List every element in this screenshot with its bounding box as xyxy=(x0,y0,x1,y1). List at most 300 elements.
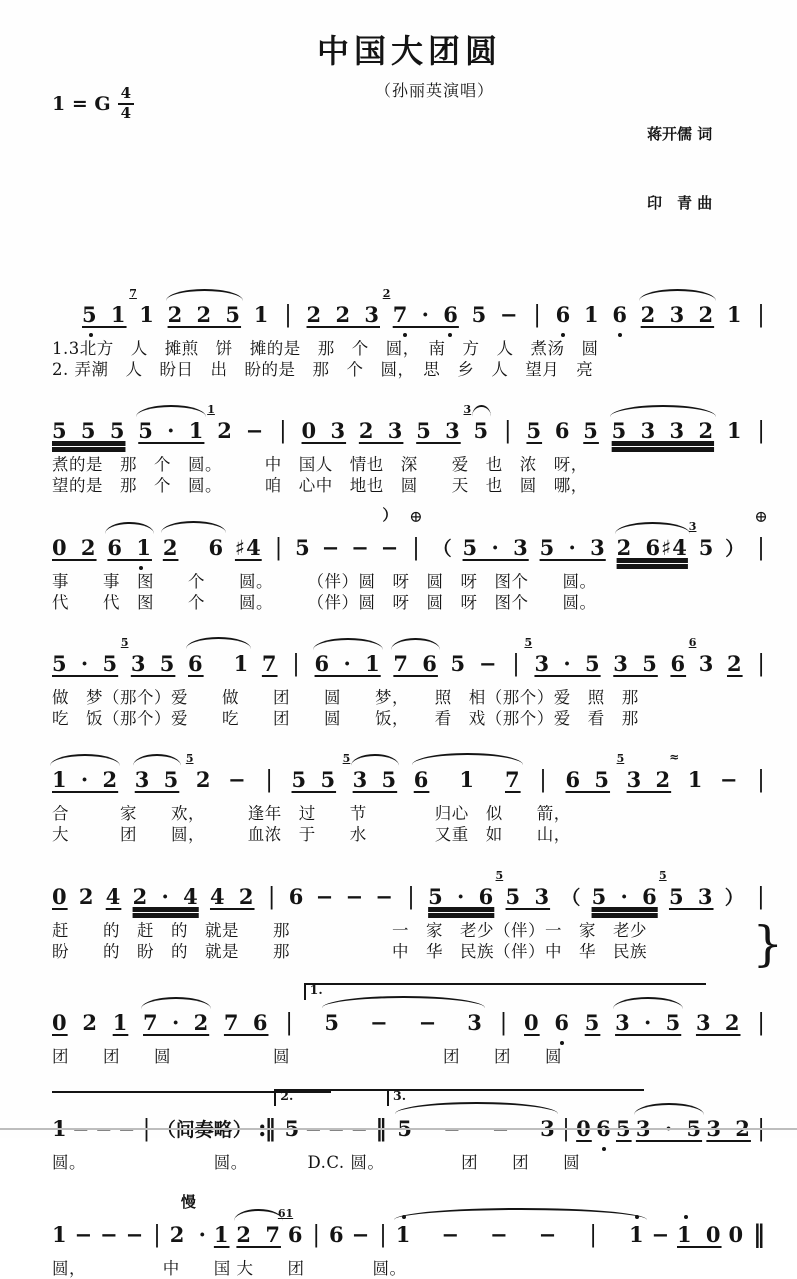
note-text: − xyxy=(351,1222,371,1247)
note xyxy=(492,1116,511,1141)
lyrics-line: 合 家 欢， 逢年 过 节 归心 似 箭， xyxy=(52,804,571,823)
barline: | xyxy=(539,767,547,793)
barline: | xyxy=(407,884,415,910)
note-text: − xyxy=(350,1116,369,1141)
note-text: − xyxy=(117,1116,137,1141)
note-text: 0 xyxy=(524,1010,540,1035)
barline: | xyxy=(512,651,520,677)
note xyxy=(397,1116,413,1141)
note-text: − xyxy=(719,767,739,792)
note xyxy=(592,884,658,909)
header-row xyxy=(52,76,767,262)
lyricist-credit: 蒋开儒 词 xyxy=(647,124,713,143)
note xyxy=(441,1222,460,1247)
note xyxy=(359,418,404,443)
note-text: 5 3 xyxy=(505,884,551,909)
octave-dot-low xyxy=(403,333,407,337)
note-group xyxy=(397,1116,555,1141)
note xyxy=(342,752,398,792)
note-text: 3 5 xyxy=(134,767,180,792)
octave-dot-high xyxy=(684,1215,688,1219)
note xyxy=(329,1222,345,1247)
volta-number: 2. xyxy=(280,1088,294,1103)
note xyxy=(208,535,224,560)
note xyxy=(505,767,521,792)
note-text: 5 · 6 xyxy=(428,884,495,909)
barline: | xyxy=(285,1010,293,1036)
note xyxy=(612,302,628,327)
note-text: 3 xyxy=(698,651,715,676)
note-text: 7 xyxy=(504,767,521,792)
note xyxy=(727,302,743,327)
grace-note: 2 xyxy=(382,287,391,300)
barline: | ⊕ xyxy=(409,507,423,561)
note-text: 6 xyxy=(554,418,571,443)
grace-note: 5 xyxy=(185,752,194,765)
note-text: 1 xyxy=(52,1116,68,1141)
score-text: （间奏略） xyxy=(156,1119,252,1141)
system-4 xyxy=(52,625,767,729)
slur-arc xyxy=(105,522,154,534)
note-text: 2 xyxy=(162,535,179,560)
key-time-signature xyxy=(52,86,222,122)
note-text: 6 1 xyxy=(107,535,152,560)
note xyxy=(228,767,247,792)
grace-note: 5 xyxy=(342,752,351,765)
score-text: ） xyxy=(724,887,744,909)
slur-arc xyxy=(615,522,690,534)
note-text: 5 xyxy=(450,651,467,676)
notes-row xyxy=(52,1079,767,1152)
note xyxy=(596,1116,612,1141)
time-signature-numerator: 4 xyxy=(118,86,134,105)
slur-arc xyxy=(313,638,383,650)
note xyxy=(168,302,241,327)
note-text: 3 5 xyxy=(613,651,658,676)
note xyxy=(316,884,335,909)
note-text: − xyxy=(380,535,400,560)
barline: | xyxy=(153,1222,161,1248)
grace-note: 5 xyxy=(658,869,667,882)
lyrics-line: 1.3北方 人 摊煎 饼 摊的是 那 个 圆， 南 方 人 煮汤 圆 xyxy=(52,339,599,358)
note-text: 6 xyxy=(287,1222,304,1247)
repeat-barline: :‖ xyxy=(258,1115,274,1142)
note-text: 6 · 1 xyxy=(314,651,381,676)
note xyxy=(52,767,118,792)
note xyxy=(262,651,278,676)
barline: | xyxy=(274,535,283,561)
note-text: 0 xyxy=(576,1116,592,1141)
time-signature xyxy=(118,86,134,122)
coda-sign: ⊕ xyxy=(409,507,423,526)
trill-mark: ≈ xyxy=(669,750,680,764)
note xyxy=(285,1116,301,1141)
note xyxy=(322,535,341,560)
note-text: − xyxy=(418,1010,438,1035)
credits xyxy=(647,76,767,262)
lyrics-line: 盼 的 盼 的 就是 那 中 华 民族（伴）中 华 民族 xyxy=(52,942,647,961)
note-text: − xyxy=(351,535,370,560)
note-text: 0 xyxy=(52,1010,68,1035)
note xyxy=(524,636,601,676)
note xyxy=(185,752,212,792)
note xyxy=(416,418,461,443)
note xyxy=(616,1116,632,1141)
note xyxy=(126,1222,145,1247)
slur-arc xyxy=(166,289,243,301)
note-text: − xyxy=(71,1116,91,1141)
note-text: − xyxy=(100,1222,119,1247)
score-text: （ xyxy=(432,538,452,560)
note-text: 7 xyxy=(261,651,278,676)
barline: | xyxy=(757,1010,765,1036)
note-text: 6 xyxy=(555,302,572,327)
notes-row xyxy=(52,857,767,920)
system-3 xyxy=(52,508,767,613)
grace-note: 5 xyxy=(495,869,504,882)
lyrics-line: 圆。 圆。 D.C. 圆。 团 团 圆 xyxy=(52,1153,581,1172)
note-text: − xyxy=(489,1222,509,1247)
note xyxy=(302,418,347,443)
barline: | xyxy=(279,418,287,444)
note-text: 1 xyxy=(687,767,704,792)
note-group xyxy=(414,767,521,792)
note xyxy=(380,506,400,560)
note xyxy=(727,418,743,443)
barline: | ⊕ xyxy=(754,507,768,561)
note xyxy=(138,418,204,443)
note-text: 5 5 xyxy=(291,767,337,792)
note-text: − xyxy=(538,1222,558,1247)
note-text: 3 2 xyxy=(695,1010,741,1035)
barline: | xyxy=(757,1116,765,1142)
note xyxy=(82,1010,98,1035)
note-text: 0 xyxy=(728,1222,745,1247)
note-text: 6 xyxy=(288,884,305,909)
double-barline: ‖ xyxy=(375,1115,387,1142)
note-text: 2 2 5 xyxy=(167,302,242,327)
note xyxy=(289,884,305,909)
grace-note: 1 xyxy=(207,403,215,416)
note-text: 1 xyxy=(112,1010,129,1035)
note-text: 4 xyxy=(105,884,122,909)
note-text: − xyxy=(499,302,519,327)
barline: | xyxy=(757,651,765,677)
barline: | xyxy=(533,302,541,328)
annotation-label: 慢 xyxy=(180,1193,196,1211)
octave-dot-low xyxy=(448,333,452,337)
grace-note: 5 xyxy=(616,752,625,765)
note-group xyxy=(163,535,224,560)
note xyxy=(52,1010,68,1035)
note-text: 3 · 5 xyxy=(534,651,601,676)
octave-dot-high xyxy=(635,1215,639,1219)
note xyxy=(451,651,467,676)
note xyxy=(370,1010,389,1035)
note xyxy=(113,1010,129,1035)
notes-row xyxy=(52,276,767,338)
note xyxy=(641,302,714,327)
slur-arc xyxy=(394,1208,647,1220)
octave-dot-low xyxy=(602,1147,606,1151)
barline: | xyxy=(312,1222,321,1248)
note-text: − xyxy=(245,418,265,443)
note-text: 6 xyxy=(612,302,628,327)
grace-note: 5 xyxy=(524,636,533,649)
slur-arc xyxy=(634,1103,704,1115)
note xyxy=(467,1010,483,1035)
note xyxy=(345,884,364,909)
note xyxy=(583,418,599,443)
system-9 xyxy=(52,1185,767,1279)
note xyxy=(677,1222,722,1247)
note-text: 3 2 xyxy=(706,1116,751,1141)
note xyxy=(52,535,97,560)
grace-note: 6 xyxy=(688,636,697,649)
note-text: 3 xyxy=(540,1116,556,1141)
note-text: 5 xyxy=(324,1010,340,1035)
note xyxy=(106,884,122,909)
slur-arc xyxy=(472,405,492,417)
octave-dot-low xyxy=(139,566,143,570)
note-text: 2 xyxy=(726,651,743,676)
note xyxy=(254,302,270,327)
notes-row xyxy=(52,508,767,571)
note xyxy=(479,651,498,676)
note xyxy=(72,1116,91,1141)
note xyxy=(554,1010,570,1035)
note-text: − xyxy=(315,884,335,909)
note xyxy=(728,1222,744,1247)
note xyxy=(490,1222,509,1247)
note xyxy=(52,651,118,676)
note-text: 1 0 xyxy=(677,1222,722,1247)
note-text: 7 6 xyxy=(393,651,438,676)
barline: | xyxy=(503,418,512,444)
note xyxy=(307,302,380,327)
octave-dot-low xyxy=(560,1041,564,1045)
note xyxy=(651,1222,670,1247)
note-text: − xyxy=(74,1222,94,1247)
note-text: 6 xyxy=(554,1010,570,1035)
note-text: 1 xyxy=(584,302,600,327)
note-text: 5 · 6 xyxy=(591,884,658,909)
note-text: 5 · 5 xyxy=(52,651,119,676)
slur-arc xyxy=(412,753,523,765)
note xyxy=(214,1222,230,1247)
note-group xyxy=(396,1222,645,1248)
note-text: 2 xyxy=(82,1010,98,1035)
octave-dot-low xyxy=(561,333,565,337)
note xyxy=(720,767,739,792)
note-text: 2 2 3 xyxy=(306,302,380,327)
slur-arc xyxy=(133,754,182,766)
note xyxy=(52,418,125,443)
note xyxy=(576,1116,592,1141)
note-text: 1 xyxy=(459,767,475,792)
note-text: 5 3 xyxy=(668,884,714,909)
note-text: 2 7 xyxy=(236,1222,281,1247)
lyrics-line: 2. 弄潮 人 盼日 出 盼的是 那 个 圆， 思 乡 人 望月 亮 xyxy=(52,360,594,379)
note-text: − xyxy=(651,1222,671,1247)
note-text: 5 · 1 xyxy=(138,418,205,443)
note-text: 5 xyxy=(698,535,715,560)
volta-number: 1. xyxy=(309,982,323,997)
note xyxy=(169,1193,207,1247)
barline: | xyxy=(142,1116,151,1142)
note-text: 2 xyxy=(195,767,212,792)
note xyxy=(540,535,606,560)
note xyxy=(556,302,572,327)
note-text: 5 xyxy=(615,1116,632,1141)
note-text: 6 xyxy=(413,767,430,792)
note xyxy=(636,1116,702,1141)
note xyxy=(396,1222,412,1247)
note xyxy=(615,1010,681,1035)
song-title: 中国大团圆 xyxy=(316,32,502,70)
note xyxy=(133,884,199,909)
slur-arc xyxy=(50,754,120,766)
note-text: 1 xyxy=(233,651,250,676)
grace-note: 5 xyxy=(120,636,129,649)
lyrics-line: 事 事 图 个 圆。 （伴）圆 呀 圆 呀 图个 圆。 xyxy=(52,572,597,591)
note-text: − xyxy=(491,1116,511,1141)
annotation-label: ） xyxy=(382,506,398,524)
note xyxy=(500,302,519,327)
barline: | xyxy=(265,767,273,793)
barline: | xyxy=(267,884,276,910)
note-text: − xyxy=(327,1116,347,1141)
note xyxy=(629,1222,645,1247)
note-text: 7 6 xyxy=(223,1010,269,1035)
notes-row xyxy=(52,1185,767,1258)
note xyxy=(727,651,743,676)
note xyxy=(393,651,438,676)
barline: | xyxy=(757,767,765,793)
note xyxy=(295,535,311,560)
note-text: 2 xyxy=(78,884,95,909)
note-text: − xyxy=(478,651,498,676)
note xyxy=(495,869,551,909)
note xyxy=(352,1222,371,1247)
note xyxy=(463,535,529,560)
key-signature: 1 = G xyxy=(52,92,111,115)
barline: | xyxy=(499,1010,508,1036)
note-text: 7 · 6 xyxy=(392,302,459,327)
score-text: （ xyxy=(561,887,581,909)
note-text: 2 · 4 xyxy=(132,884,199,909)
note-text: 2 3 xyxy=(358,418,404,443)
lyrics-line: 做 梦（那个）爱 做 团 圆 梦， 照 相（那个）爱 照 那 xyxy=(52,688,639,707)
note-text: − xyxy=(304,1116,324,1141)
barline: | xyxy=(757,884,765,910)
note-text: − xyxy=(441,1222,460,1247)
note-text: − xyxy=(125,1222,145,1247)
note-text: 2 6♯4 xyxy=(616,535,688,560)
note-text: 6 xyxy=(188,651,204,676)
lyrics-line: 赶 的 赶 的 就是 那 一 家 老少（伴）一 家 老少 xyxy=(52,921,647,940)
barline: | xyxy=(284,302,292,328)
note-text: 5 · 3 xyxy=(539,535,606,560)
note xyxy=(419,1010,438,1035)
note xyxy=(118,1116,137,1141)
barline: | xyxy=(292,651,300,677)
note-text: − xyxy=(370,1010,389,1035)
note xyxy=(120,636,176,676)
note xyxy=(207,403,233,443)
system-7 xyxy=(52,974,767,1067)
note xyxy=(539,1222,558,1247)
note-text: 3 xyxy=(467,1010,483,1035)
note-text: 5 1 xyxy=(82,302,127,327)
note xyxy=(540,1116,556,1141)
note xyxy=(52,884,68,909)
note-text: 2 · xyxy=(169,1222,207,1247)
note xyxy=(135,767,180,792)
final-barline: ‖ xyxy=(752,1219,765,1248)
octave-dot-low xyxy=(618,333,622,337)
system-6 xyxy=(52,857,783,972)
note xyxy=(612,418,714,443)
system-5 xyxy=(52,741,767,845)
note-text: 1 xyxy=(726,418,743,443)
barline: | xyxy=(757,302,765,328)
note xyxy=(277,1207,304,1247)
note-text: 0 3 xyxy=(301,418,347,443)
note-text: 5 5 5 xyxy=(52,418,126,443)
note xyxy=(95,1116,114,1141)
slur-arc xyxy=(161,521,226,533)
note-text: 3 · 5 xyxy=(635,1116,703,1141)
lyrics-line: 圆， 中 国 大 团 圆。 xyxy=(52,1259,407,1278)
system-8 xyxy=(52,1079,767,1173)
note xyxy=(292,767,337,792)
octave-dot-low xyxy=(89,333,93,337)
note-text: 1 xyxy=(726,302,743,327)
note-text: 6 xyxy=(329,1222,345,1247)
note-text: 5 xyxy=(284,1116,301,1141)
note-text: 6 5 xyxy=(565,767,611,792)
barline: | xyxy=(757,418,765,444)
repeat-brace: } xyxy=(752,915,783,972)
notes-row xyxy=(52,741,767,803)
note xyxy=(585,1010,601,1035)
note-text: 2 3 2 xyxy=(640,302,715,327)
note-text: 0 xyxy=(52,884,68,909)
note-text: 5 xyxy=(526,418,543,443)
lyrics-line: 煮的是 那 个 圆。 中 国人 情也 深 爱 也 浓 呀， xyxy=(52,455,588,474)
note xyxy=(688,636,715,676)
note-group xyxy=(188,651,249,676)
note xyxy=(443,1116,462,1141)
score-text: ） xyxy=(725,538,745,560)
note-text: − xyxy=(321,535,341,560)
note-text: 3 5 xyxy=(352,767,398,792)
note xyxy=(428,884,494,909)
note-text: 1 xyxy=(213,1222,230,1247)
barline: | xyxy=(379,1222,387,1248)
note xyxy=(658,869,714,909)
note-text: − xyxy=(345,884,365,909)
score xyxy=(52,276,783,1279)
note-text: 1 · 2 xyxy=(52,767,119,792)
note xyxy=(584,302,600,327)
note-text: 6 xyxy=(596,1116,612,1141)
note xyxy=(526,418,542,443)
note xyxy=(315,651,381,676)
lyrics-line: 大 团 圆， 血浓 于 水 又重 如 山， xyxy=(52,825,571,844)
lyrics-line: 团 团 圆 圆 团 团 圆 xyxy=(52,1047,562,1066)
